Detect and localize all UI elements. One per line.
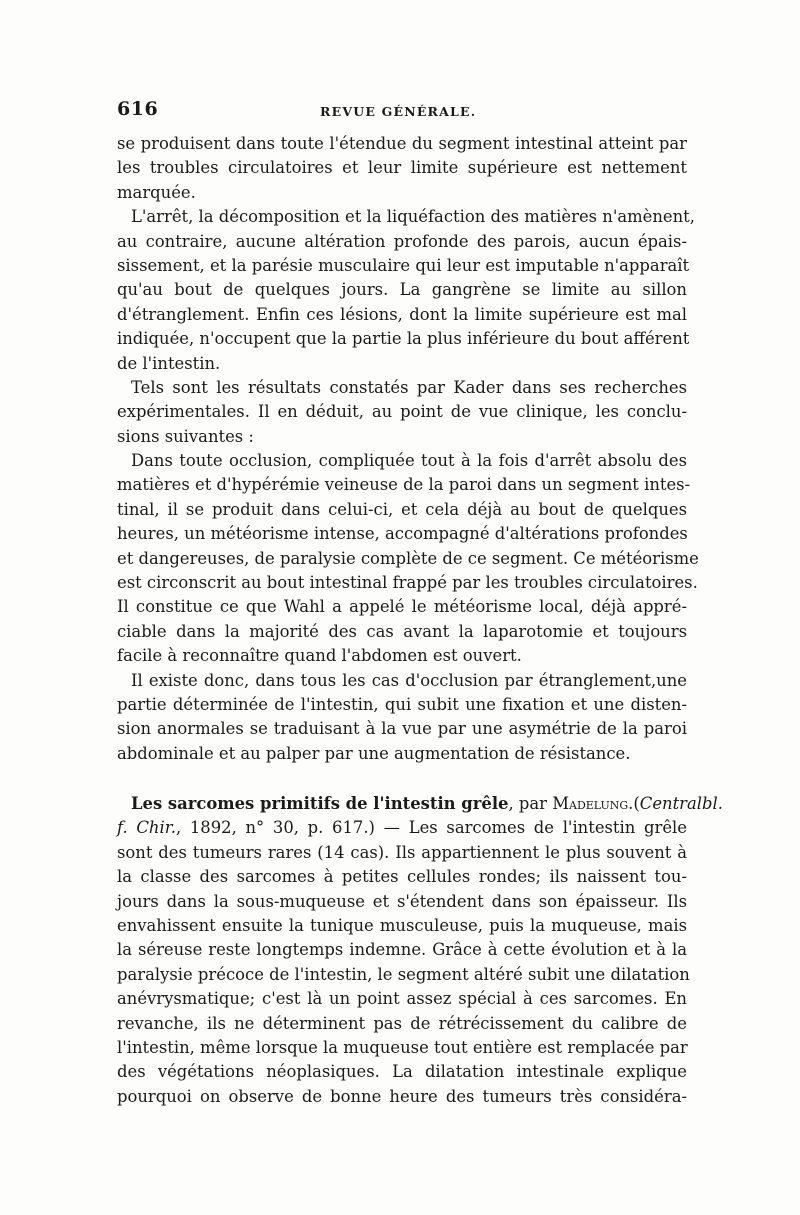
running-header [117,98,687,128]
citation-line [117,816,687,840]
text-line: Tels sont les résultats constatés par Kader dans ses recherches [131,377,687,397]
text-line: Il constitue ce que Wahl a appelé le météorisme local, déjà appré- [117,597,687,617]
text-line: sissement, et la parésie musculaire qui leur est imputable n'apparaît [117,255,690,275]
article-title: Les sarcomes primitifs de l'intestin grêle [131,794,509,813]
section-occlusion-conclusions [117,132,699,766]
journal-abbrev: f. Chir. [117,818,176,838]
text-line: jours dans la sous-muqueuse et s'étendent dans son épaisseur. Ils [117,891,687,911]
page-number: 616 [117,98,159,120]
citation-rest: , 1892, n° 30, p. 617.) — Les sarcomes de l'intestin grêle [175,818,687,838]
text-line: se produisent dans toute l'étendue du segment intestinal atteint par [117,134,687,153]
text-line: Dans toute occlusion, compliquée tout à la fois d'arrêt absolu des [131,451,687,471]
text-line: sion anormales se traduisant à la vue par une asymétrie de la paroi [117,719,687,739]
running-title: REVUE GÉNÉRALE. [320,104,477,119]
text-line: est circonscrit au bout intestinal frappé par les troubles circulatoires. [117,573,698,593]
text-line: au contraire, aucune altération profonde des parois, aucun épais- [117,231,687,251]
text-line: la séreuse reste longtemps indemne. Grâce à cette évolution et à la [117,940,687,960]
text-line: de l'intestin. [117,353,221,373]
text-line: paralysie précoce de l'intestin, le segment altéré subit une dilatation [117,964,690,984]
citation-open: ( [633,794,640,813]
text-line: revanche, ils ne déterminent pas de rétrécissement du calibre de [117,1013,687,1033]
text-line: et dangereuses, de paralysie complète de ce segment. Ce météorisme [117,548,699,568]
text-line: anévrysmatique; c'est là un point assez spécial à ces sarcomes. En [117,989,687,1009]
text-line: la classe des sarcomes à petites cellules rondes; ils naissent tou- [117,867,687,887]
text-line: sions suivantes : [117,426,254,446]
text-line: matières et d'hypérémie veineuse de la paroi dans un segment intes- [117,475,691,495]
text-line: des végétations néoplasiques. La dilatation intestinale explique [117,1062,687,1082]
article-heading-line [117,792,723,816]
text-line: heures, un météorisme intense, accompagné d'altérations profondes [117,524,688,544]
text-line: tinal, il se produit dans celui-ci, et cela déjà au bout de quelques [117,499,687,519]
text-line: pourquoi on observe de bonne heure des tumeurs très considéra- [117,1086,687,1106]
journal-name: Centralbl. [639,794,723,813]
text-line: indiquée, n'occupent que la partie la plus inférieure du bout afférent [117,329,690,349]
text-line: facile à reconnaître quand l'abdomen est ouvert. [117,646,522,666]
text-line: d'étranglement. Enfin ces lésions, dont la limite supérieure est mal [117,304,687,324]
text-line: partie déterminée de l'intestin, qui subit une fixation et une disten- [117,694,687,714]
text-line: les troubles circulatoires et leur limite supérieure est nettement [117,158,687,178]
text-line: envahissent ensuite la tunique musculeuse, puis la muqueuse, mais [117,915,687,935]
text-line: Il existe donc, dans tous les cas d'occlusion par étranglement,une [131,670,687,690]
text-line: l'intestin, même lorsque la muqueuse tout entière est remplacée par [117,1037,688,1057]
title-separator: , par [508,794,553,813]
text-line: abdominale et au palper par une augmentation de résistance. [117,743,631,763]
text-line: L'arrêt, la décomposition et la liquéfaction des matières n'amènent, [131,207,695,227]
text-line: marquée. [117,182,196,202]
text-line: ciable dans la majorité des cas avant la laparotomie et toujours [117,621,687,641]
text-line: qu'au bout de quelques jours. La gangrène se limite au sillon [117,280,687,300]
article-author: Madelung. [552,794,634,813]
text-line: sont des tumeurs rares (14 cas). Ils appartiennent le plus souvent à [117,842,687,862]
text-line: expérimentales. Il en déduit, au point de vue clinique, les conclu- [117,402,687,422]
section-sarcomes [117,792,723,1109]
